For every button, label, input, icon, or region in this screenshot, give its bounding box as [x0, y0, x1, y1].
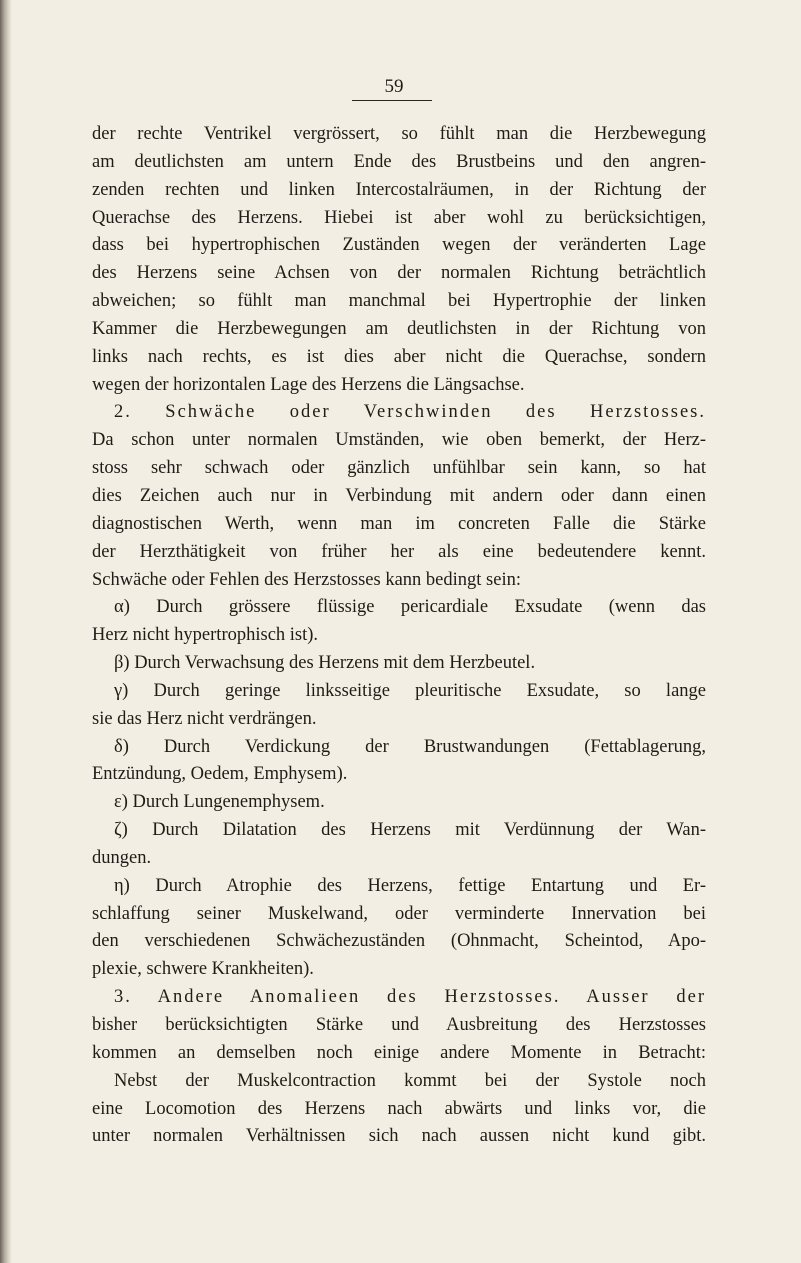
list-item-delta: δ) Durch Verdickung der Brustwandungen (Fettablagerung, [114, 736, 706, 757]
section-heading: 2. Schwäche oder Verschwinden des Herzstosses. [114, 402, 706, 423]
text-line: wegen der horizontalen Lage des Herzens die Längsachse. [92, 374, 525, 395]
text-line: dies Zeichen auch nur in Verbindung mit andern oder dann einen [92, 485, 706, 506]
text-line: abweichen; so fühlt man manchmal bei Hypertrophie der linken [92, 291, 706, 312]
list-item-eta: η) Durch Atrophie des Herzens, fettige Entartung und Er- [114, 875, 706, 896]
binding-edge [0, 0, 12, 1263]
text-line: eine Locomotion des Herzens nach abwärts und links vor, die [92, 1098, 706, 1119]
text-line: sie das Herz nicht verdrängen. [92, 708, 317, 729]
text-line: plexie, schwere Krankheiten). [92, 959, 314, 980]
text-line: des Herzens seine Achsen von der normalen Richtung beträchtlich [92, 263, 706, 284]
text-line: der Herzthätigkeit von früher her als eine bedeutendere kennt. [92, 541, 706, 562]
list-item-zeta: ζ) Durch Dilatation des Herzens mit Verdünnung der Wan- [114, 820, 706, 841]
text-line: unter normalen Verhältnissen sich nach aussen nicht kund gibt. [92, 1126, 706, 1147]
text-line: links nach rechts, es ist dies aber nicht die Querachse, sondern [92, 346, 706, 367]
text-line: dass bei hypertrophischen Zuständen wegen der veränderten Lage [92, 235, 706, 256]
list-item-alpha: α) Durch grössere flüssige pericardiale Exsudate (wenn das [114, 597, 706, 618]
text-line: dungen. [92, 847, 152, 868]
page-number-rule [352, 100, 432, 101]
text-line: Querachse des Herzens. Hiebei ist aber wohl zu berücksichtigen, [92, 207, 706, 228]
list-item-beta: β) Durch Verwachsung des Herzens mit dem Herzbeutel. [114, 653, 536, 674]
text-line: Da schon unter normalen Umständen, wie oben bemerkt, der Herz- [92, 430, 706, 451]
text-line: der rechte Ventrikel vergrössert, so fühlt man die Herzbewegung [92, 124, 706, 144]
list-item-epsilon: ε) Durch Lungenemphysem. [114, 792, 325, 813]
page-number: 59 [384, 76, 404, 97]
text-line: den verschiedenen Schwächezuständen (Ohnmacht, Scheintod, Apo- [92, 931, 706, 952]
text-line: Herz nicht hypertrophisch ist). [92, 625, 319, 646]
text-line: Kammer die Herzbewegungen am deutlichsten in der Richtung von [92, 318, 706, 339]
list-item-gamma: γ) Durch geringe linksseitige pleuritische Exsudate, so lange [114, 680, 706, 701]
text-line: zenden rechten und linken Intercostalräumen, in der Richtung der [92, 179, 706, 200]
body-text [92, 121, 706, 1151]
text-line: Schwäche oder Fehlen des Herzstosses kann bedingt sein: [92, 569, 521, 590]
text-line: schlaffung seiner Muskelwand, oder verminderte Innervation bei [92, 903, 706, 924]
text-line: stoss sehr schwach oder gänzlich unfühlbar sein kann, so hat [92, 458, 706, 479]
text-line: bisher berücksichtigten Stärke und Ausbreitung des Herzstosses [92, 1015, 706, 1035]
text-line: kommen an demselben noch einige andere Momente in Betracht: [92, 1042, 706, 1063]
text-line: diagnostischen Werth, wenn man im concreten Falle die Stärke [92, 513, 706, 534]
section-heading: 3. Andere Anomalieen des Herzstosses. Ausser der [114, 987, 706, 1008]
text-line: Nebst der Muskelcontraction kommt bei der Systole noch [114, 1070, 706, 1091]
text-line: am deutlichsten am untern Ende des Brustbeins und den angren- [92, 151, 706, 172]
text-line: Entzündung, Oedem, Emphysem). [92, 764, 348, 785]
